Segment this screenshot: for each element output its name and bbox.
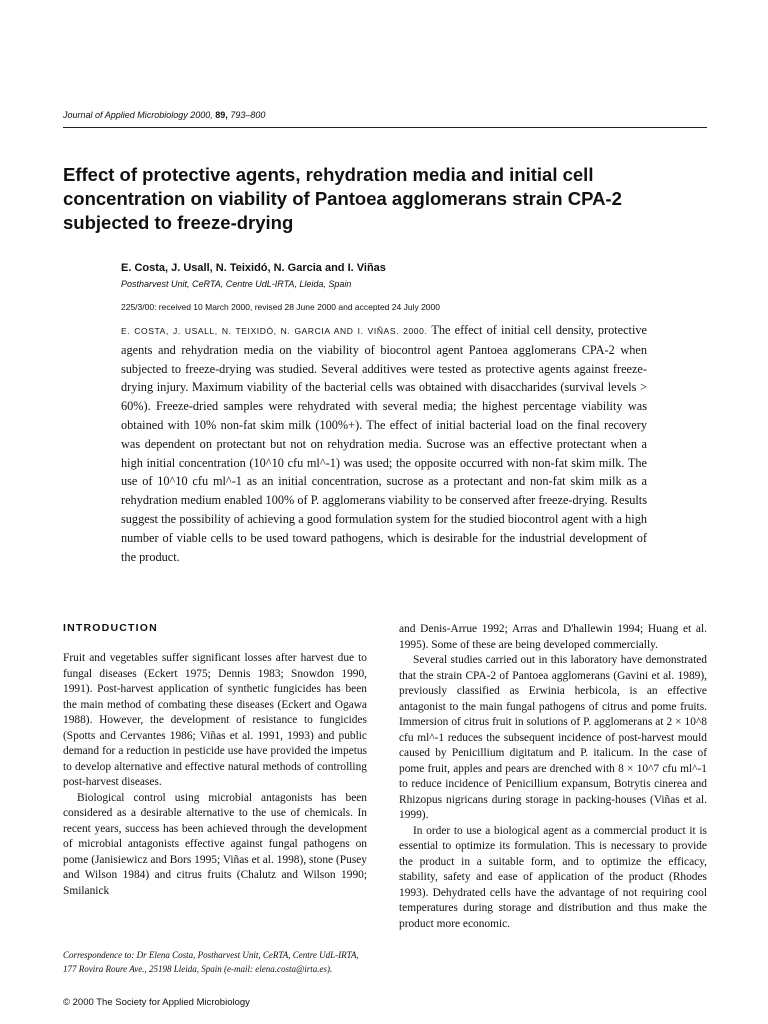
- section-heading-introduction: INTRODUCTION: [63, 622, 158, 634]
- copyright-notice: © 2000 The Society for Applied Microbiology: [63, 997, 250, 1008]
- intro-paragraph-2: Biological control using microbial antagonists has been considered as a desirable alternative to the use of chemicals. In recent years, success has been achieved through the development of microbial antagonists effective against fungal pathogens on pome (Janisiewicz and Bors 1995; Viñas et al. 1998), stone (Pusey and Wilson 1984) and citrus fruits (Chalutz and Wilson 1990; Smilanick: [63, 791, 367, 897]
- intro-paragraph-4: Several studies carried out in this laboratory have demonstrated that the strain CPA-2 of Pantoea agglomerans (Gavini et al. 1989), previously classified as Erwinia herbicola, is an effective antagonist to the main fungal pathogens of citrus and pome fruits. Immersion of citrus fruit in solutions of P. agglomerans at 2 × 10^8 cfu ml^-1 reduces the subsequent incidence of post-harvest mould caused by Penicillium digitatum and P. italicum. In the case of pome fruit, apples and pears are drenched with 8 × 10^7 cfu ml^-1 to reduce incidence of Penicillium expansum, Botrytis cinerea and Rhizopus nigricans during storage in packing-houses (Viñas et al. 1999).: [399, 654, 707, 821]
- abstract: [121, 321, 647, 566]
- journal-name: Journal of Applied Microbiology: [63, 110, 188, 120]
- journal-pages: 793–800: [230, 110, 266, 120]
- header-rule: [63, 127, 707, 128]
- journal-volume: 89,: [215, 110, 228, 120]
- journal-citation: [63, 110, 265, 120]
- submission-dates: 225/3/00: received 10 March 2000, revised 28 June 2000 and accepted 24 July 2000: [121, 302, 440, 312]
- intro-paragraph-1: Fruit and vegetables suffer significant losses after harvest due to fungal diseases (Eckert 1975; Dennis 1983; Snowdon 1990, 1991). Post-harvest application of synthetic fungicides has been the main method of combating these diseases (Eckert and Ogawa 1988). However, the development of resistance to fungicides (Spotts and Cervantes 1986; Viñas et al. 1991, 1993) and public demand for a reduction in pesticide use have provided the impetus to develop alternative and effective natural methods of controlling post-harvest diseases.: [63, 652, 367, 788]
- intro-paragraph-3: and Denis-Arrue 1992; Arras and D'hallewin 1994; Huang et al. 1995). Some of these are being developed commercially.: [399, 623, 707, 651]
- left-column: [63, 622, 367, 899]
- article-title: Effect of protective agents, rehydration media and initial cell concentration on viability of Pantoea agglomerans strain CPA-2 subjected to freeze-drying: [63, 164, 622, 233]
- intro-paragraph-5: In order to use a biological agent as a commercial product it is essential to optimize its formulation. This is necessary to provide the product in a suitable form, and to optimize the efficacy, stability, safety and ease of application of the product (Rhodes 1993). Dehydrated cells have the advantage of not requiring cool temperatures during storage and distribution and thus make the product more economic.: [399, 824, 707, 930]
- abstract-text: The effect of initial cell density, protective agents and rehydration media on the viability of biocontrol agent Pantoea agglomerans CPA-2 when subjected to freeze-drying was studied. Several additives were tested as protective agents against freeze-drying injury. Maximum viability of the bacterial cells was obtained with disaccharides (survival levels > 60%). Freeze-dried samples were rehydrated with several media; the highest percentage viability was obtained with 10% non-fat skim milk (100%+). The effect of initial bacterial load on the final recovery was dependent on protectant but not on rehydration media. Sucrose was an effective protectant when a high initial concentration (10^10 cfu ml^-1) was used; the opposite occurred with non-fat skim milk. The use of 10^10 cfu ml^-1 as an initial concentration, sucrose as a protectant and non-fat skim milk as a rehydration medium enabled 100% of P. agglomerans viability to be conserved after freeze-drying. Results suggest the possibility of achieving a good formulation system for the studied biocontrol agent with a high number of viable cells to be used toward pathogens, which is desirable for the industrial development of the product.: [121, 323, 647, 564]
- correspondence-note: Correspondence to: Dr Elena Costa, Postharvest Unit, CeRTA, Centre UdL-IRTA, 177 Rovira Roure Ave., 25198 Lleida, Spain (e-mail: elena.costa@irta.es).: [63, 950, 359, 974]
- abstract-lead: E. COSTA, J. USALL, N. TEIXIDÓ, N. GARCIA AND I. VIÑAS. 2000.: [121, 326, 428, 336]
- affiliation: Postharvest Unit, CeRTA, Centre UdL-IRTA, Lleida, Spain: [121, 279, 352, 289]
- right-column: [399, 622, 707, 932]
- author-list: E. Costa, J. Usall, N. Teixidó, N. Garcia and I. Viñas: [121, 262, 386, 274]
- journal-year: 2000,: [190, 110, 213, 120]
